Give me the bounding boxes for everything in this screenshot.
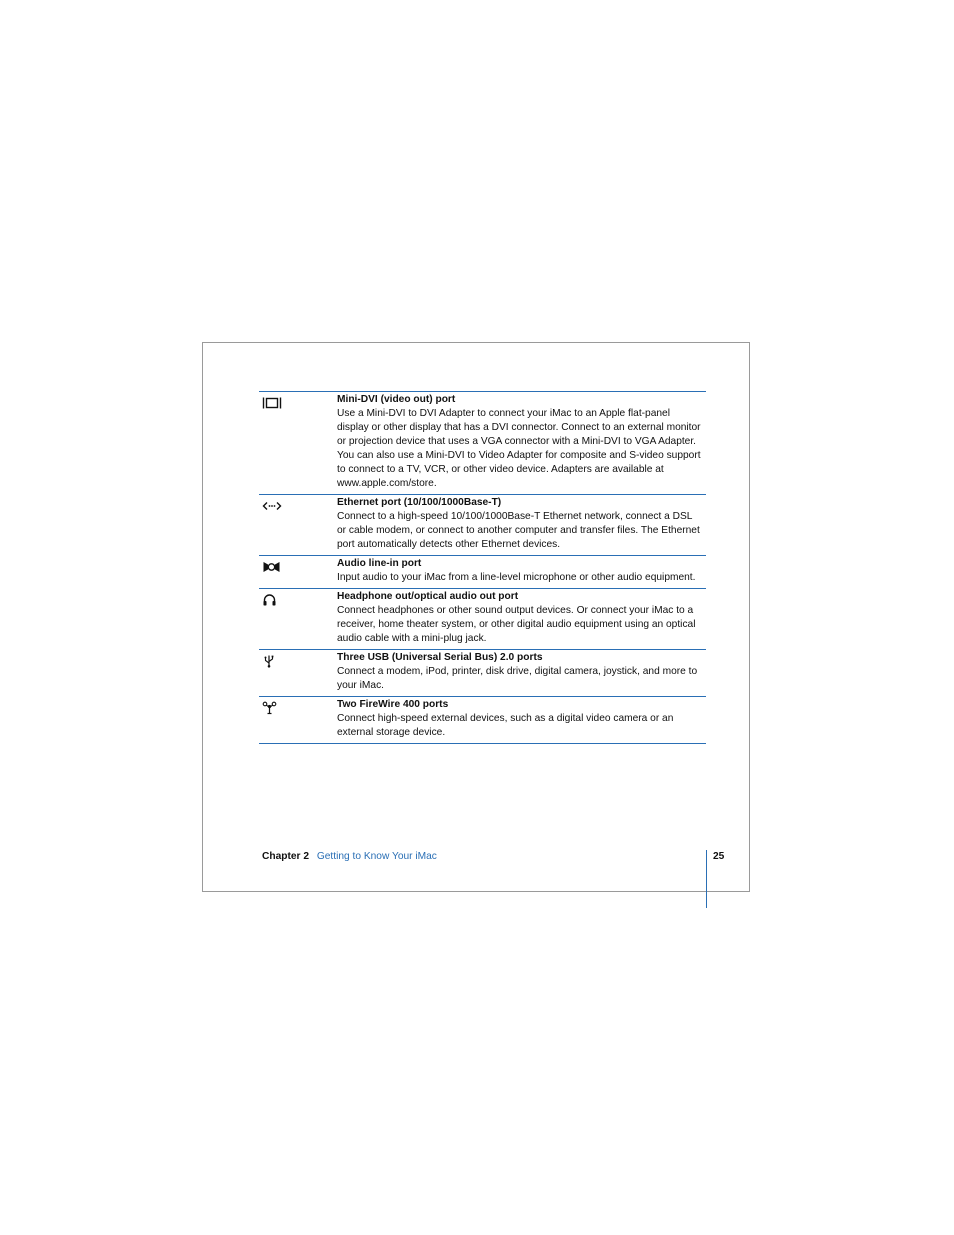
port-description: Connect a modem, iPod, printer, disk drive, digital camera, joystick, and more to your iMac. [337,666,698,691]
port-title: Ethernet port (10/100/1000Base-T) [337,497,502,508]
headphone-icon [262,593,282,607]
port-row-mini-dvi [259,392,706,495]
port-row-audio-line-in [259,556,706,589]
port-row-usb [259,650,706,697]
port-title: Mini-DVI (video out) port [337,394,456,405]
port-title: Three USB (Universal Serial Bus) 2.0 ports [337,652,543,663]
firewire-icon [262,701,282,715]
audio-line-in-icon [262,560,282,574]
port-table [259,391,706,744]
port-title: Headphone out/optical audio out port [337,591,519,602]
port-row-firewire [259,697,706,744]
port-description: Connect to a high-speed 10/100/1000Base-T Ethernet network, connect a DSL or cable modem, or connect to another computer and transfer files. The Ethernet port automatically detects other Ethernet devices. [337,511,700,550]
usb-icon [262,654,282,668]
port-description: Input audio to your iMac from a line-level microphone or other audio equipment. [337,572,696,583]
port-title: Audio line-in port [337,558,422,569]
port-title: Two FireWire 400 ports [337,699,449,710]
ethernet-icon [262,499,282,513]
mini-dvi-icon [262,396,282,410]
port-row-ethernet [259,495,706,556]
chapter-title-link[interactable]: Getting to Know Your iMac [316,851,437,862]
footer-divider [706,850,707,908]
port-description: Use a Mini-DVI to DVI Adapter to connect your iMac to an Apple flat-panel display or other display that has a DVI connector. Connect to an external monitor or projection device that uses a VGA connector with a Mini-DVI to VGA Adapter. You can also use a Mini-DVI to Video Adapter for composite and S-video support to connect to a TV, VCR, or other video device. Adapters are available at www.apple.com/store. [337,408,701,489]
page-number: 25 [713,851,725,862]
footer-chapter [262,850,437,864]
port-description: Connect high-speed external devices, such as a digital video camera or an external storage device. [337,713,674,738]
port-row-headphone [259,589,706,650]
chapter-label: Chapter 2 [262,851,309,862]
port-description: Connect headphones or other sound output devices. Or connect your iMac to a receiver, home theater system, or other digital audio equipment using an optical audio cable with a mini-plug jack. [337,605,696,644]
